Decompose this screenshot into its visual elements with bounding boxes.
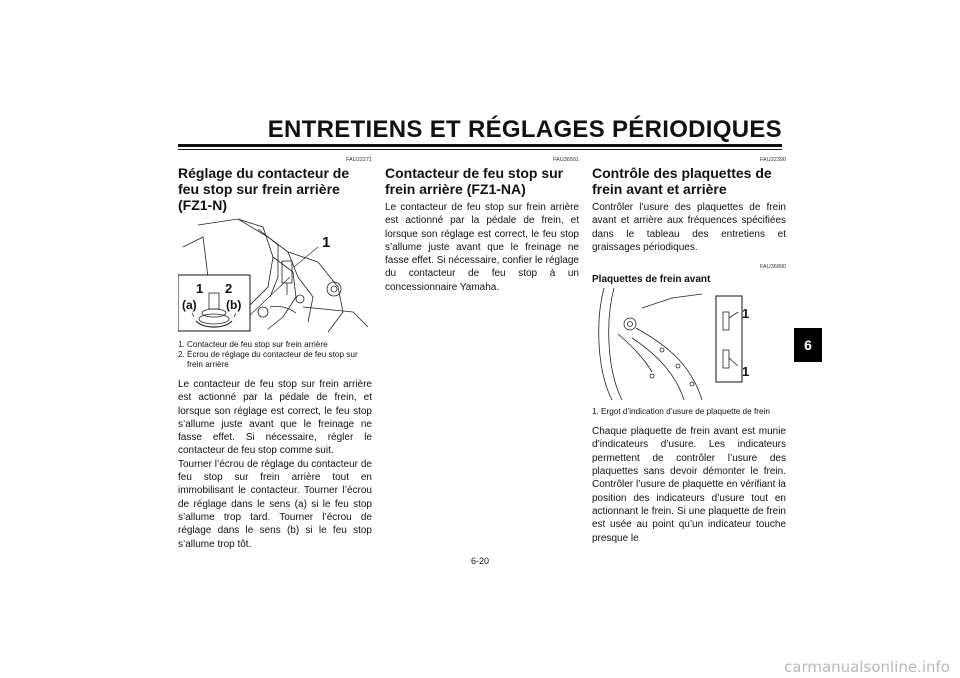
- callout-1-bottom: 1: [742, 364, 750, 380]
- direction-a-label: (a): [182, 298, 197, 312]
- section-code: FAU22390: [760, 157, 786, 163]
- figure-caption: [592, 407, 786, 417]
- paragraph: Chaque plaquette de frein avant est munie d’indicateurs d’usure. Les indicateurs permettent de contrôler l’usure des plaquettes sans devoir démonter le frein. Contrôler l’usure de plaquette en vérifiant la position des indicateurs d’usure tout en actionnant le frein. Si une plaquette de frein est usée au point qu’un indicateur touche presque le: [592, 426, 786, 544]
- caption-item: 1. Ergot d’indication d’usure de plaquette de frein: [592, 407, 770, 417]
- direction-b-label: (b): [226, 298, 242, 312]
- callout-1: 1: [322, 234, 331, 251]
- paragraph: Le contacteur de feu stop sur frein arrière est actionné par la pédale de frein, et lorsque son réglage est correct, le feu stop s’allume juste avant que le freinage ne fasse effet. Si nécessaire, confier le réglage du contacteur de feu stop à un concessionnaire Yamaha.: [385, 202, 579, 293]
- page-number: 6-20: [470, 556, 489, 566]
- section-heading: Contacteur de feu stop sur frein arrière (FZ1-NA): [385, 165, 564, 197]
- brake-switch-illustration: [178, 217, 372, 337]
- caption-item: 2. Écrou de réglage du contacteur de feu stop sur frein arrière: [178, 350, 358, 369]
- page-title: ENTRETIENS ET RÉGLAGES PÉRIODIQUES: [267, 116, 782, 143]
- paragraph: Contrôler l’usure des plaquettes de frein avant et arrière aux fréquences spécifiées dans le tableau des entretiens et graissages périodiques.: [592, 202, 786, 253]
- column-2: [385, 157, 579, 294]
- header-rule: [178, 144, 782, 147]
- inset-label-1: 1: [196, 281, 204, 296]
- subsection-heading: Plaquettes de frein avant: [592, 274, 711, 286]
- caption-item: 1. Contacteur de feu stop sur frein arrière: [178, 340, 328, 349]
- inset-label-2: 2: [225, 281, 233, 296]
- watermark: carmanualsonline.info: [784, 658, 950, 676]
- header-rule-thin: [178, 149, 782, 150]
- section-heading: Réglage du contacteur de feu stop sur frein arrière (FZ1-N): [178, 165, 350, 213]
- column-1: [178, 157, 372, 551]
- column-3: [592, 157, 786, 545]
- section-heading: Contrôle des plaquettes de frein avant et arrière: [592, 165, 772, 197]
- figure-caption: [178, 340, 372, 370]
- chapter-tab: 6: [794, 328, 822, 362]
- inset-frame: [716, 296, 742, 382]
- paragraph: Le contacteur de feu stop sur frein arrière est actionné par la pédale de frein, et lorsque son réglage est correct, le feu stop s’allume juste avant que le freinage ne fasse effet. Si nécessaire, régler le contacteur de feu stop comme suit.: [178, 379, 372, 457]
- paragraph: Tourner l’écrou de réglage du contacteur de feu stop sur frein arrière tout en immobilisant le contacteur. Tourner l’écrou de réglage dans le sens (a) si le feu stop s’allume trop tard. Tourner l’écrou de réglage dans le sens (b) si le feu stop s’allume trop tôt.: [178, 458, 372, 550]
- callout-1-top: 1: [742, 306, 750, 322]
- subsection-code: FAU36890: [760, 264, 786, 271]
- section-code: FAU36501: [553, 157, 579, 163]
- section-code: FAU22271: [346, 157, 372, 163]
- brake-pad-illustration: [592, 288, 786, 404]
